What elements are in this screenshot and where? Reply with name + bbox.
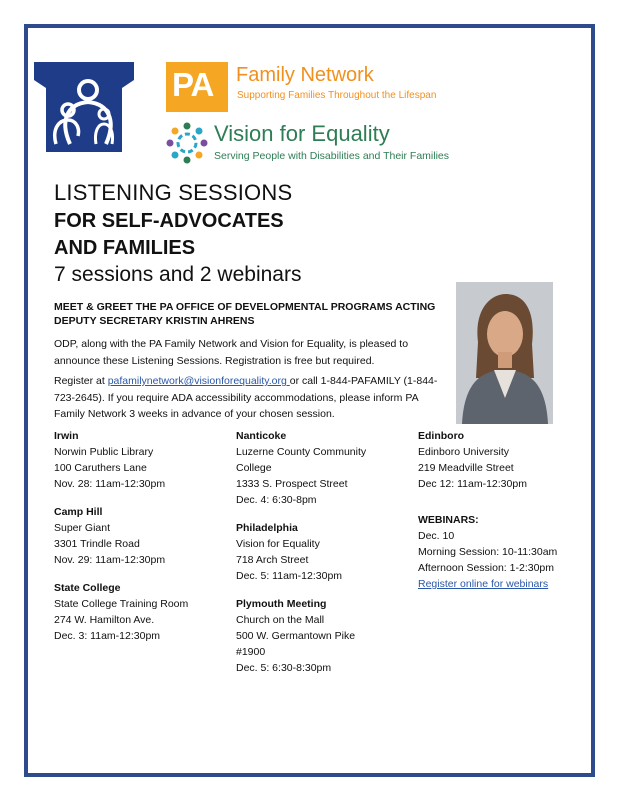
pa-mark [166, 62, 228, 112]
session-city: Edinboro [418, 430, 465, 442]
webinars-date: Dec. 10 [418, 530, 455, 542]
title-audience-line1: FOR SELF-ADVOCATES [54, 210, 284, 232]
session-city: Philadelphia [236, 522, 298, 534]
webinars-afternoon: Afternoon Session: 1-2:30pm [418, 562, 554, 574]
session-venue: Church on the Mall [236, 614, 325, 626]
intro-paragraph: ODP, along with the PA Family Network and Vision for Equality, is pleased to announce these Listening Sessions. Registration is free but required. [54, 338, 409, 367]
vision-for-equality-tagline: Serving People with Disabilities and Their Families [214, 150, 449, 162]
webinars-morning: Morning Session: 10-11:30am [418, 546, 558, 558]
register-prefix: Register at [54, 375, 108, 387]
webinars-heading: WEBINARS: [418, 514, 479, 526]
title-listening-sessions: LISTENING SESSIONS [54, 180, 293, 205]
meet-greet-heading: MEET & GREET THE PA OFFICE OF DEVELOPMENTAL PROGRAMS ACTING DEPUTY SECRETARY KRISTIN AHRENS [54, 301, 436, 327]
pa-family-network-logo [136, 52, 437, 114]
session-address: 718 Arch Street [236, 554, 309, 566]
sessions-column-2 [236, 428, 406, 676]
session-city: Irwin [54, 430, 79, 442]
session-venue: Luzerne County Community [236, 446, 367, 458]
session-venue: State College Training Room [54, 598, 189, 610]
session-camp-hill [54, 504, 224, 568]
session-venue: Super Giant [54, 522, 111, 534]
session-venue: Edinboro University [418, 446, 510, 458]
session-address-cont: #1900 [236, 646, 266, 658]
session-address: 1333 S. Prospect Street [236, 478, 348, 490]
session-venue-cont: College [236, 462, 272, 474]
register-suffix: or call 1-844-PAFAMILY (1-844-723-2645). If you require ADA accessibility accommodations, please inform PA Family Network 3 weeks in advance of your chosen session. [54, 375, 438, 420]
portrait-photo [456, 282, 553, 424]
vision-for-equality-name: Vision for Equality [214, 121, 390, 146]
session-address: 274 W. Hamilton Ave. [54, 614, 155, 626]
session-city: Nanticoke [236, 430, 287, 442]
session-address: 500 W. Germantown Pike [236, 630, 356, 642]
title-audience [54, 208, 284, 262]
session-city: State College [54, 582, 121, 594]
vision-for-equality-logo [136, 116, 449, 170]
title-session-count: 7 sessions and 2 webinars [54, 263, 302, 286]
session-plymouth-meeting [236, 596, 406, 676]
session-nanticoke [236, 428, 406, 508]
session-time: Dec. 5: 11am-12:30pm [236, 570, 343, 582]
register-email-link[interactable]: pafamilynetwork@visionforequality.org [107, 375, 290, 387]
pa-family-network-name: Family Network [236, 64, 374, 86]
title-audience-line2: AND FAMILIES [54, 237, 196, 259]
session-time: Dec 12: 11am-12:30pm [418, 478, 527, 490]
session-venue: Norwin Public Library [54, 446, 154, 458]
session-edinboro [418, 428, 578, 492]
session-time: Nov. 28: 11am-12:30pm [54, 478, 166, 490]
register-webinars-link[interactable]: Register online for webinars [418, 578, 549, 590]
register-paragraph [54, 373, 446, 423]
session-address: 219 Meadville Street [418, 462, 514, 474]
session-state-college [54, 580, 224, 644]
session-time: Dec. 5: 6:30-8:30pm [236, 662, 332, 674]
session-city: Camp Hill [54, 506, 103, 518]
circle-of-people-icon [164, 120, 210, 166]
session-irwin [54, 428, 224, 492]
session-address: 3301 Trindle Road [54, 538, 140, 550]
pa-mark-text: PA [172, 66, 214, 103]
session-time: Dec. 3: 11am-12:30pm [54, 630, 161, 642]
portrait-illustration [456, 282, 553, 424]
session-city: Plymouth Meeting [236, 598, 327, 610]
sessions-column-1 [54, 428, 224, 644]
webinars-section [418, 512, 578, 592]
session-time: Nov. 29: 11am-12:30pm [54, 554, 166, 566]
session-address: 100 Caruthers Lane [54, 462, 147, 474]
session-philadelphia [236, 520, 406, 584]
pa-family-network-tagline: Supporting Families Throughout the Lifespan [237, 90, 437, 101]
session-venue: Vision for Equality [236, 538, 320, 550]
keystone-family-logo [30, 52, 138, 160]
sessions-column-3 [418, 428, 578, 592]
session-time: Dec. 4: 6:30-8pm [236, 494, 317, 506]
